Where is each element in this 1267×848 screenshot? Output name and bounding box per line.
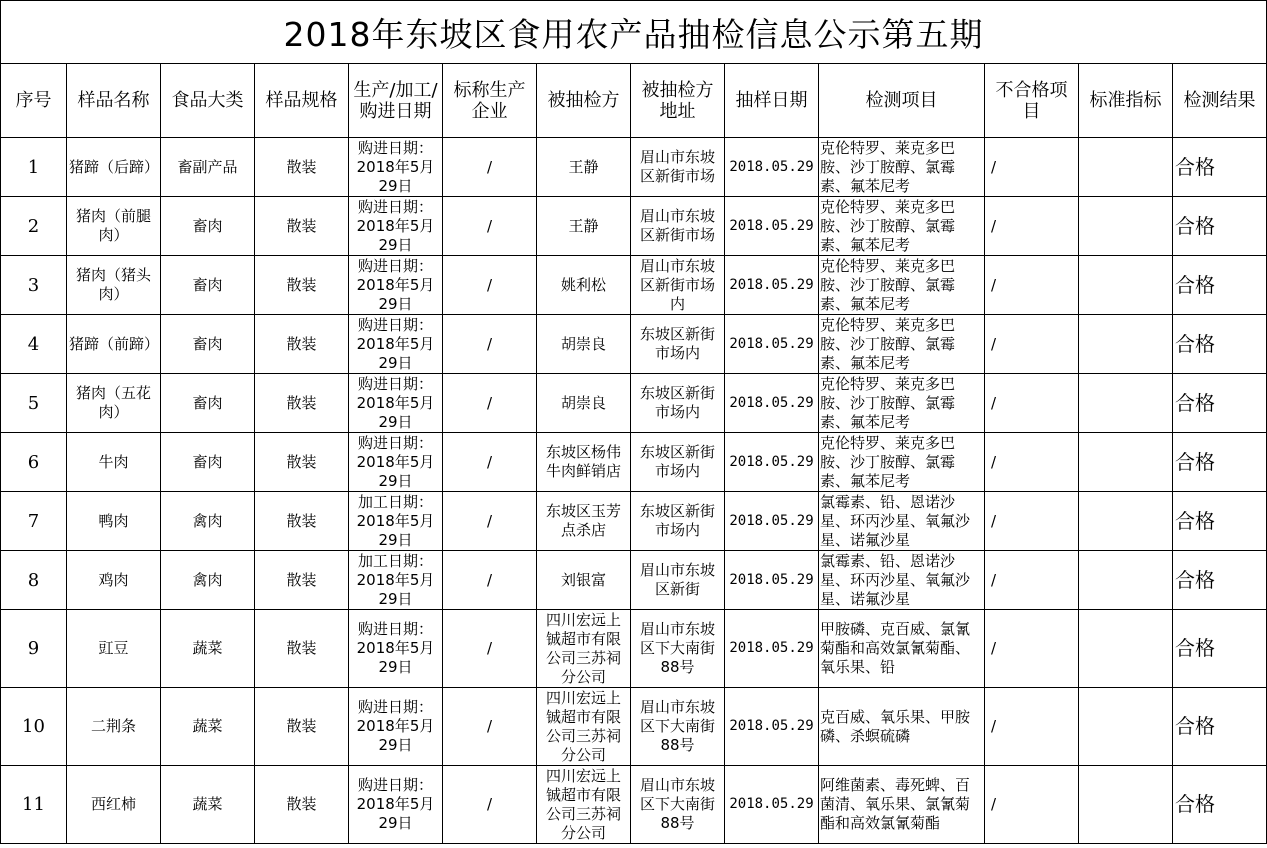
- header-inspected-party: 被抽检方: [537, 64, 631, 138]
- table-row: [1, 315, 1267, 374]
- row-test-items: 阿维菌素、毒死蜱、百菌清、氧乐果、氯氰菊酯和高效氯氰菊酯: [819, 766, 985, 844]
- row-test-items: 克伦特罗、莱克多巴胺、沙丁胺醇、氯霉素、氟苯尼考: [819, 315, 985, 374]
- row-standard: [1079, 374, 1173, 433]
- row-standard: [1079, 256, 1173, 315]
- row-inspected-party: 四川宏远上铖超市有限公司三苏祠分公司: [537, 766, 631, 844]
- row-inspected-address: 东坡区新街市场内: [631, 374, 725, 433]
- row-inspected-party: 姚利松: [537, 256, 631, 315]
- row-inspected-address: 眉山市东坡区新街市场: [631, 138, 725, 197]
- row-food-category: 畜肉: [161, 197, 255, 256]
- row-inspected-party: 东坡区玉芳点杀店: [537, 492, 631, 551]
- row-sample-spec: 散装: [255, 610, 349, 688]
- row-sample-spec: 散装: [255, 138, 349, 197]
- row-date: 购进日期：2018年5月29日: [349, 197, 443, 256]
- table-row: [1, 551, 1267, 610]
- row-standard: [1079, 551, 1173, 610]
- row-no: 2: [1, 197, 67, 256]
- row-unqualified-items: /: [985, 138, 1079, 197]
- row-food-category: 畜肉: [161, 256, 255, 315]
- table-row: [1, 492, 1267, 551]
- row-standard: [1079, 315, 1173, 374]
- row-test-items: 氯霉素、铅、恩诺沙星、环丙沙星、氧氟沙星、诺氟沙星: [819, 551, 985, 610]
- table-row: [1, 256, 1267, 315]
- row-sample-name: 西红柿: [67, 766, 161, 844]
- row-result: 合格: [1173, 197, 1267, 256]
- row-sample-name: 鸭肉: [67, 492, 161, 551]
- row-food-category: 禽肉: [161, 492, 255, 551]
- row-no: 8: [1, 551, 67, 610]
- row-date: 购进日期：2018年5月29日: [349, 433, 443, 492]
- row-inspected-address: 东坡区新街市场内: [631, 492, 725, 551]
- row-food-category: 蔬菜: [161, 766, 255, 844]
- page-title: 2018年东坡区食用农产品抽检信息公示第五期: [0, 0, 1267, 64]
- row-no: 1: [1, 138, 67, 197]
- row-inspected-address: 东坡区新街市场内: [631, 433, 725, 492]
- row-inspected-address: 东坡区新街市场内: [631, 315, 725, 374]
- row-result: 合格: [1173, 766, 1267, 844]
- row-no: 7: [1, 492, 67, 551]
- row-no: 9: [1, 610, 67, 688]
- header-food-category: 食品大类: [161, 64, 255, 138]
- row-date: 购进日期：2018年5月29日: [349, 315, 443, 374]
- row-test-items: 甲胺磷、克百威、氯氰菊酯和高效氯氰菊酯、氧乐果、铅: [819, 610, 985, 688]
- row-standard: [1079, 433, 1173, 492]
- row-producer: /: [443, 256, 537, 315]
- row-test-items: 克伦特罗、莱克多巴胺、沙丁胺醇、氯霉素、氟苯尼考: [819, 374, 985, 433]
- row-test-items: 克伦特罗、莱克多巴胺、沙丁胺醇、氯霉素、氟苯尼考: [819, 256, 985, 315]
- row-no: 6: [1, 433, 67, 492]
- row-result: 合格: [1173, 551, 1267, 610]
- table-row: [1, 197, 1267, 256]
- row-result: 合格: [1173, 433, 1267, 492]
- row-sample-spec: 散装: [255, 766, 349, 844]
- row-sample-spec: 散装: [255, 374, 349, 433]
- row-sampling-date: 2018.05.29: [725, 256, 819, 315]
- row-sample-name: 牛肉: [67, 433, 161, 492]
- row-unqualified-items: /: [985, 197, 1079, 256]
- row-producer: /: [443, 551, 537, 610]
- row-unqualified-items: /: [985, 433, 1079, 492]
- row-unqualified-items: /: [985, 766, 1079, 844]
- row-producer: /: [443, 197, 537, 256]
- row-sample-spec: 散装: [255, 315, 349, 374]
- row-food-category: 蔬菜: [161, 610, 255, 688]
- row-producer: /: [443, 315, 537, 374]
- row-sample-name: 猪肉（五花肉）: [67, 374, 161, 433]
- row-date: 加工日期：2018年5月29日: [349, 492, 443, 551]
- header-row: [1, 64, 1267, 138]
- row-result: 合格: [1173, 315, 1267, 374]
- table-row: [1, 688, 1267, 766]
- row-date: 购进日期：2018年5月29日: [349, 688, 443, 766]
- row-inspected-party: 胡崇良: [537, 374, 631, 433]
- row-sample-name: 豇豆: [67, 610, 161, 688]
- row-inspected-party: 四川宏远上铖超市有限公司三苏祠分公司: [537, 610, 631, 688]
- table-row: [1, 433, 1267, 492]
- row-sampling-date: 2018.05.29: [725, 610, 819, 688]
- row-standard: [1079, 492, 1173, 551]
- row-inspected-party: 胡崇良: [537, 315, 631, 374]
- row-sample-spec: 散装: [255, 433, 349, 492]
- row-producer: /: [443, 766, 537, 844]
- row-unqualified-items: /: [985, 688, 1079, 766]
- row-sample-spec: 散装: [255, 197, 349, 256]
- row-sampling-date: 2018.05.29: [725, 433, 819, 492]
- row-food-category: 禽肉: [161, 551, 255, 610]
- header-inspected-address: 被抽检方地址: [631, 64, 725, 138]
- table-row: [1, 766, 1267, 844]
- row-inspected-party: 王静: [537, 138, 631, 197]
- row-unqualified-items: /: [985, 315, 1079, 374]
- row-date: 购进日期：2018年5月29日: [349, 138, 443, 197]
- row-sampling-date: 2018.05.29: [725, 315, 819, 374]
- row-date: 购进日期：2018年5月29日: [349, 256, 443, 315]
- header-test-items: 检测项目: [819, 64, 985, 138]
- row-sample-spec: 散装: [255, 688, 349, 766]
- row-food-category: 畜副产品: [161, 138, 255, 197]
- row-producer: /: [443, 688, 537, 766]
- row-sampling-date: 2018.05.29: [725, 551, 819, 610]
- row-food-category: 蔬菜: [161, 688, 255, 766]
- row-producer: /: [443, 433, 537, 492]
- row-unqualified-items: /: [985, 551, 1079, 610]
- row-no: 3: [1, 256, 67, 315]
- row-food-category: 畜肉: [161, 315, 255, 374]
- row-inspected-party: 东坡区杨伟牛肉鲜销店: [537, 433, 631, 492]
- table-row: [1, 374, 1267, 433]
- table-row: [1, 610, 1267, 688]
- row-inspected-address: 眉山市东坡区新街市场内: [631, 256, 725, 315]
- header-standard: 标准指标: [1079, 64, 1173, 138]
- row-date: 加工日期：2018年5月29日: [349, 551, 443, 610]
- row-inspected-party: 刘银富: [537, 551, 631, 610]
- row-inspected-address: 眉山市东坡区新街市场: [631, 197, 725, 256]
- row-sampling-date: 2018.05.29: [725, 374, 819, 433]
- row-result: 合格: [1173, 610, 1267, 688]
- row-test-items: 克百威、氧乐果、甲胺磷、杀螟硫磷: [819, 688, 985, 766]
- table-row: [1, 138, 1267, 197]
- row-no: 11: [1, 766, 67, 844]
- row-no: 5: [1, 374, 67, 433]
- row-date: 购进日期：2018年5月29日: [349, 610, 443, 688]
- row-inspected-party: 四川宏远上铖超市有限公司三苏祠分公司: [537, 688, 631, 766]
- row-inspected-address: 眉山市东坡区新街: [631, 551, 725, 610]
- row-sample-name: 猪肉（猪头肉）: [67, 256, 161, 315]
- row-sampling-date: 2018.05.29: [725, 492, 819, 551]
- row-unqualified-items: /: [985, 492, 1079, 551]
- row-sampling-date: 2018.05.29: [725, 138, 819, 197]
- row-standard: [1079, 688, 1173, 766]
- row-result: 合格: [1173, 492, 1267, 551]
- row-sample-spec: 散装: [255, 492, 349, 551]
- header-producer: 标称生产企业: [443, 64, 537, 138]
- row-inspected-party: 王静: [537, 197, 631, 256]
- row-test-items: 克伦特罗、莱克多巴胺、沙丁胺醇、氯霉素、氟苯尼考: [819, 433, 985, 492]
- row-inspected-address: 眉山市东坡区下大南街88号: [631, 688, 725, 766]
- row-food-category: 畜肉: [161, 374, 255, 433]
- row-sample-name: 鸡肉: [67, 551, 161, 610]
- row-sample-spec: 散装: [255, 256, 349, 315]
- row-sample-name: 猪蹄（后蹄）: [67, 138, 161, 197]
- row-date: 购进日期：2018年5月29日: [349, 374, 443, 433]
- row-test-items: 克伦特罗、莱克多巴胺、沙丁胺醇、氯霉素、氟苯尼考: [819, 197, 985, 256]
- header-sample-spec: 样品规格: [255, 64, 349, 138]
- row-result: 合格: [1173, 688, 1267, 766]
- header-sample-name: 样品名称: [67, 64, 161, 138]
- inspection-table: [0, 63, 1267, 844]
- row-producer: /: [443, 492, 537, 551]
- row-food-category: 畜肉: [161, 433, 255, 492]
- row-sample-name: 猪蹄（前蹄）: [67, 315, 161, 374]
- row-sampling-date: 2018.05.29: [725, 688, 819, 766]
- row-standard: [1079, 197, 1173, 256]
- row-unqualified-items: /: [985, 610, 1079, 688]
- row-sampling-date: 2018.05.29: [725, 766, 819, 844]
- header-result: 检测结果: [1173, 64, 1267, 138]
- row-result: 合格: [1173, 138, 1267, 197]
- row-test-items: 克伦特罗、莱克多巴胺、沙丁胺醇、氯霉素、氟苯尼考: [819, 138, 985, 197]
- header-no: 序号: [1, 64, 67, 138]
- row-sample-name: 二荆条: [67, 688, 161, 766]
- row-standard: [1079, 138, 1173, 197]
- row-no: 4: [1, 315, 67, 374]
- row-date: 购进日期：2018年5月29日: [349, 766, 443, 844]
- row-unqualified-items: /: [985, 256, 1079, 315]
- row-no: 10: [1, 688, 67, 766]
- row-test-items: 氯霉素、铅、恩诺沙星、环丙沙星、氧氟沙星、诺氟沙星: [819, 492, 985, 551]
- row-standard: [1079, 766, 1173, 844]
- row-unqualified-items: /: [985, 374, 1079, 433]
- row-sampling-date: 2018.05.29: [725, 197, 819, 256]
- row-producer: /: [443, 374, 537, 433]
- header-date: 生产/加工/购进日期: [349, 64, 443, 138]
- row-producer: /: [443, 138, 537, 197]
- header-sampling-date: 抽样日期: [725, 64, 819, 138]
- row-inspected-address: 眉山市东坡区下大南街88号: [631, 610, 725, 688]
- row-result: 合格: [1173, 374, 1267, 433]
- row-sample-spec: 散装: [255, 551, 349, 610]
- row-result: 合格: [1173, 256, 1267, 315]
- header-unqualified-items: 不合格项目: [985, 64, 1079, 138]
- row-sample-name: 猪肉（前腿肉）: [67, 197, 161, 256]
- row-standard: [1079, 610, 1173, 688]
- row-inspected-address: 眉山市东坡区下大南街88号: [631, 766, 725, 844]
- row-producer: /: [443, 610, 537, 688]
